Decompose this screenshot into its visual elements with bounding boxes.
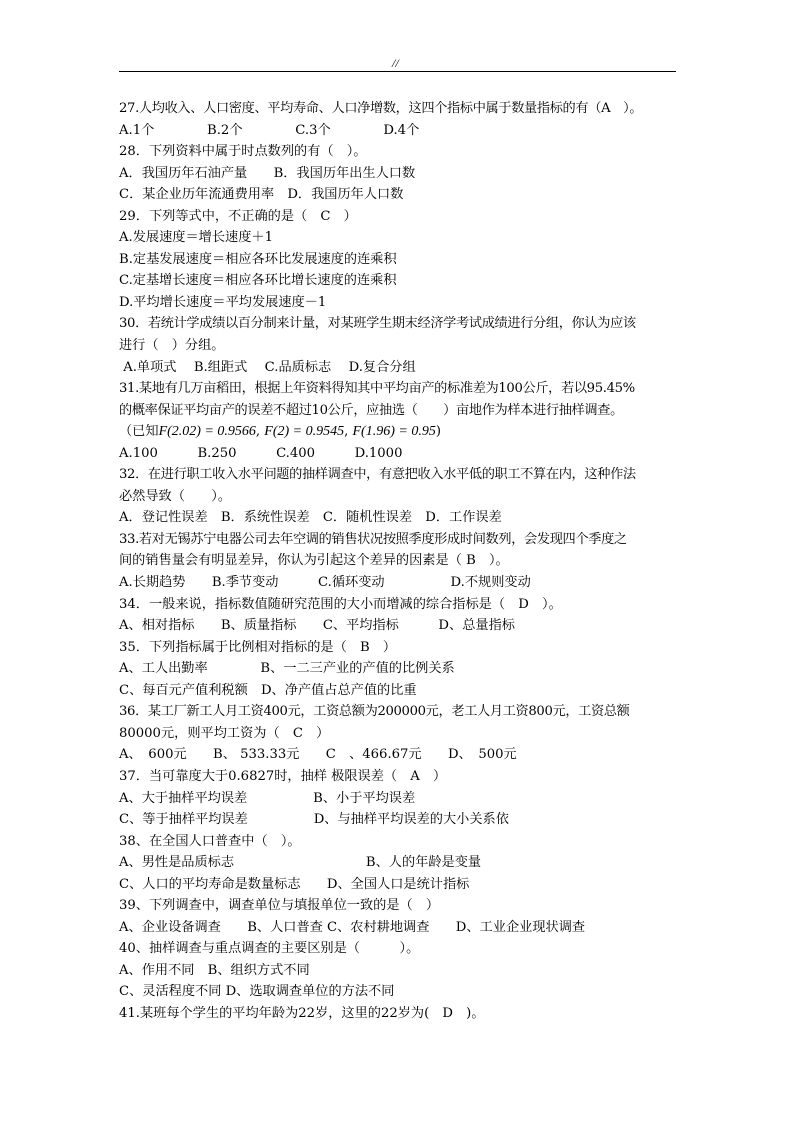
text-line: 必然导致（ ）。 [119,488,232,504]
formula-suffix: ) [435,424,441,440]
text-line: D.平均增长速度＝平均发展速度－1 [119,294,327,310]
text-line: A、大于抽样平均误差 B、小于平均误差 [119,790,416,806]
text-line: 34．一般来说，指标数值随研究范围的大小而增减的综合指标是（ D ）。 [119,596,562,612]
text-line: A、作用不同 B、组织方式不同 [119,962,310,978]
text-line: C.定基增长速度＝相应各环比增长速度的连乘积 [119,273,397,289]
text-line: A.单项式 B.组距式 C.品质标志 D.复合分组 [119,359,416,375]
text-line: 37．当可靠度大于0.6827时，抽样 极限误差（ A ） [119,768,447,784]
text-line: 80000元，则平均工资为（ C ） [119,725,330,741]
header-rule [119,71,676,72]
formula-f2: F(2) = 0.9545 [264,424,345,440]
text-line: A．登记性误差 B．系统性误差 C．随机性误差 D．工作误差 [119,510,502,526]
text-line: 29．下列等式中，不正确的是（ C ） [119,208,357,224]
text-line: A、男性是品质标志 B、人的年龄是变量 [119,855,482,871]
text-line: A.100 B.250 C.400 D.1000 [119,445,403,461]
formula-f3: F(1.96) = 0.95 [352,424,436,440]
formula-separator: , [344,424,353,440]
text-line: A.长期趋势 B.季节变动 C.循环变动 D.不规则变动 [119,575,531,591]
formula-f1: F(2.02) = 0.9566 [158,424,256,440]
text-line: C、每百元产值利税额 D、净产值占总产值的比重 [119,682,417,698]
text-line: C．某企业历年流通费用率 D．我国历年人口数 [119,187,404,203]
text-line: 31.某地有几万亩稻田，根据上年资料得知其中平均亩产的标准差为100公斤，若以95.45% [119,381,635,397]
text-line: 27.人均收入、人口密度、平均寿命、人口净增数，这四个指标中属于数量指标的有（A ）。 [119,101,643,116]
text-line: A、 600元 B、 533.33元 C 、466.67元 D、 500元 [119,747,517,763]
text-line: A、相对指标 B、质量指标 C、平均指标 D、总量指标 [119,618,515,634]
formula-line [119,421,694,443]
text-line: 间的销售量会有明显差异，你认为引起这个差异的因素是（ B ）。 [119,553,509,569]
text-line: 32．在进行职工收入水平问题的抽样调查中，有意把收入水平低的职工不算在内，这种作法 [119,467,636,483]
formula-prefix: （已知 [119,424,159,440]
text-line: 36．某工厂新工人月工资400元，工资总额为200000元，老工人月工资800元，工资总额 [119,704,630,720]
text-line: C、人口的平均寿命是数量标志 D、全国人口是统计指标 [119,876,470,892]
text-line: 进行（ ）分组。 [119,338,225,354]
text-line: 28．下列资料中属于时点数列的有（ ）。 [119,144,367,160]
text-line: C、灵活程度不同 D、选取调查单位的方法不同 [119,984,395,1000]
text-line: 35．下列指标属于比例相对指标的是（ B ） [119,639,397,655]
text-line: 33.若对无锡苏宁电器公司去年空调的销售状况按照季度形成时间数列，会发现四个季度之 [119,531,627,547]
text-line: A．我国历年石油产量 B．我国历年出生人口数 [119,165,416,181]
text-line: 30．若统计学成绩以百分制来计量，对某班学生期末经济学考试成绩进行分组，你认为应该 [119,316,636,332]
text-line: C、等于抽样平均误差 D、与抽样平均误差的大小关系依 [119,812,509,828]
text-line: 41.某班每个学生的平均年龄为22岁，这里的22岁为( D )。 [119,1005,485,1021]
text-line: 40、抽样调查与重点调查的主要区别是（ ）。 [119,941,420,957]
formula-separator: , [255,424,265,440]
text-line: 的概率保证平均亩产的误差不超过10公斤，应抽选（ ）亩地作为样本进行抽样调查。 [119,402,623,418]
page-header-mark: // [392,56,399,70]
text-line: A.发展速度＝增长速度＋1 [119,230,273,246]
text-line: 38、在全国人口普查中（ ）。 [119,833,301,849]
text-line: A.1个 B.2个 C.3个 D.4个 [119,122,420,138]
text-line: A、工人出勤率 B、一二三产业的产值的比例关系 [119,661,455,677]
text-line: A、企业设备调查 B、人口普查 C、农村耕地调查 D、工业企业现状调查 [119,919,586,935]
text-line: 39、下列调查中，调查单位与填报单位一致的是（ ） [119,898,440,914]
question-content [119,98,694,1025]
text-line: B.定基发展速度＝相应各环比发展速度的连乘积 [119,251,397,267]
